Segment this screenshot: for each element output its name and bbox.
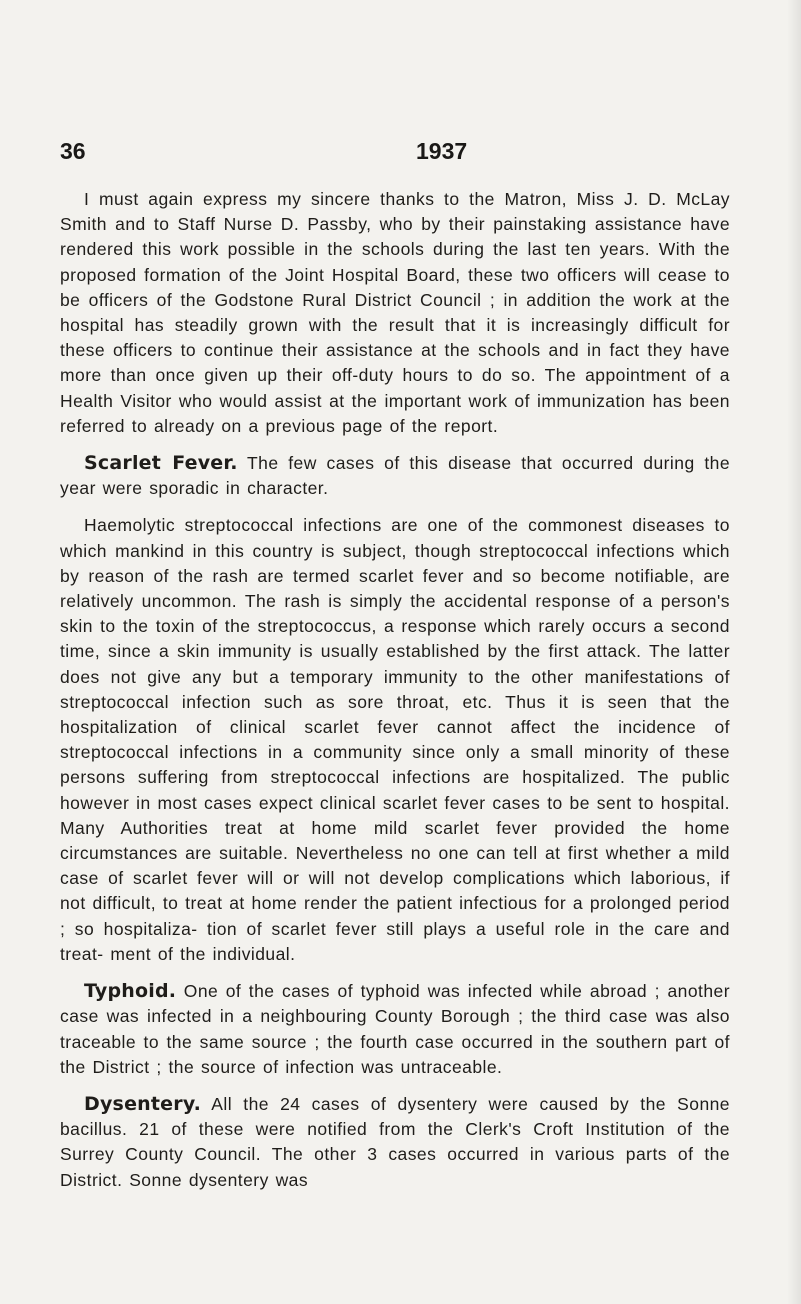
thanks-paragraph: I must again express my sincere thanks to the Matron, Miss J. D. McLay Smith and to Staff Nurse D. Passby, who by their painstaking assistance have rendered this work possible in the schools during the last ten years. With the proposed formation of the Joint Hospital Board, these two officers will cease to be officers of the Godstone Rural District Council ; in addition the work at the hospital has steadily grown with the result that it is increasingly difficult for these officers to continue their assistance at the schools and in fact they have more than once given up their off-duty hours to do so. The appointment of a Health Visitor who would assist at the important work of immunization has been referred to already on a previous page of the report. [60,189,730,436]
haemolytic-paragraph: Haemolytic streptococcal infections are one of the commonest diseases to which mankind in this country is subject, though streptococcal infections which by reason of the rash are termed scarlet fever and so become notifiable, are relatively uncommon. The rash is simply the accidental response of a person's skin to the toxin of the streptococcus, a response which rarely occurs a second time, since a skin immunity is usually established by the first attack. The latter does not give any but a temporary immunity to the other manifestations of streptococcal infection such as sore throat, etc. Thus it is seen that the hospitalization of clinical scarlet fever cannot affect the incidence of streptococcal infections in a community since only a small minority of these persons suffering from streptococcal infections are hospitalized. The public however in most cases expect clinical scarlet fever cases to be sent to hospital. Many Authorities treat at home mild scarlet fever provided the home circumstances are suitable. Nevertheless no one can tell at first whether a mild case of scarlet fever will or will not develop complications which laborious, if not difficult, to treat at home render the patient infectious for a prolonged period ; so hospitaliza- tion of scarlet fever still plays a useful role in the care and treat- ment of the individual. [60,515,730,964]
typhoid-text: One of the cases of typhoid was infected while abroad ; another case was infected in a neighbouring County Borough ; the third case was also traceable to the same source ; the fourth case occurred in the southern part of the District ; the source of infection was untraceable. [60,981,731,1077]
page-edge-shadow [787,0,801,1304]
dysentery-heading: Dysentery. [84,1092,202,1115]
page-year: 1937 [416,138,468,164]
dysentery-paragraph [60,1092,730,1193]
typhoid-paragraph [60,979,730,1080]
typhoid-heading: Typhoid. [84,980,177,1003]
scarlet-fever-text: The few cases of this disease that occurred during the year were sporadic in character. [60,453,731,499]
page-header [60,138,710,168]
scarlet-fever-heading: Scarlet Fever. [84,452,238,475]
page-number: 36 [60,138,86,164]
dysentery-text: All the 24 cases of dysentery were caused by the Sonne bacillus. 21 of these were notified from the Clerk's Croft Institution of the Surrey County Council. The other 3 cases occurred in various parts of the District. Sonne dysentery was [60,1093,730,1190]
scarlet-fever-paragraph [60,451,730,501]
report-body [60,187,730,1205]
